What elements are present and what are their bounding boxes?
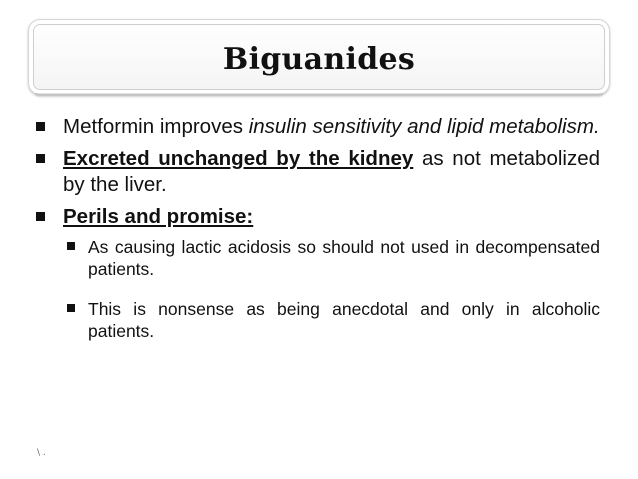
sub-bullet-lactic-acidosis <box>66 236 600 280</box>
bullet-metformin-italic: insulin sensitivity and lipid metabolism. <box>248 115 600 138</box>
bullet-excretion-rest: as not metabolized by the liver. <box>63 147 601 196</box>
square-bullet-icon <box>36 212 45 221</box>
slide-title: Biguanides <box>222 42 416 77</box>
sub-bullet-lactic-acidosis-text: As causing lactic acidosis so should not used in decompensated patients. <box>88 237 600 279</box>
bullet-excretion <box>34 146 600 198</box>
square-bullet-icon <box>67 304 75 312</box>
sub-bullet-nonsense <box>66 298 600 342</box>
bullet-excretion-underlined: Excreted unchanged by the kidney <box>63 147 414 170</box>
square-bullet-icon <box>36 154 45 163</box>
bullet-perils-heading: Perils and promise: <box>63 205 254 228</box>
sub-bullet-nonsense-text: This is nonsense as being anecdotal and only in alcoholic patients. <box>88 298 600 341</box>
bullet-perils <box>34 204 600 230</box>
bullet-metformin-text: Metformin improves <box>63 115 243 138</box>
square-bullet-icon <box>36 122 45 131</box>
corner-mark: \ . <box>37 448 46 458</box>
content-area <box>34 114 600 359</box>
bullet-metformin <box>34 114 600 140</box>
square-bullet-icon <box>67 242 75 250</box>
